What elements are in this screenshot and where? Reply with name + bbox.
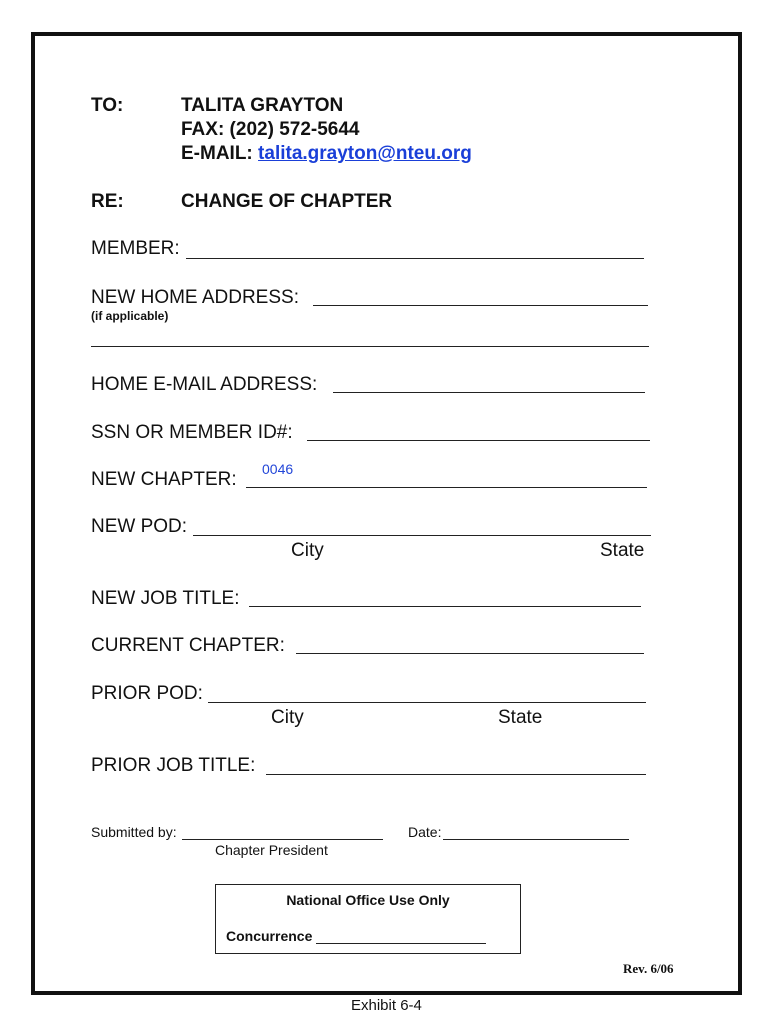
fax-number: FAX: (202) 572-5644 <box>181 119 360 140</box>
exhibit-label: Exhibit 6-4 <box>351 997 422 1014</box>
ssn-field[interactable] <box>307 440 650 441</box>
new-pod-field[interactable] <box>193 535 651 536</box>
submitted-by-label: Submitted by: <box>91 824 177 840</box>
prior-pod-city-caption: City <box>271 707 304 728</box>
member-field[interactable] <box>186 258 644 259</box>
new-pod-state-caption: State <box>600 540 645 561</box>
new-job-title-field[interactable] <box>249 606 641 607</box>
prior-pod-label: PRIOR POD: <box>91 683 203 704</box>
date-label: Date: <box>408 824 442 840</box>
concurrence-field[interactable] <box>316 943 486 944</box>
chapter-president-caption: Chapter President <box>215 842 328 858</box>
email-label: E-MAIL: <box>181 143 253 164</box>
prior-job-title-label: PRIOR JOB TITLE: <box>91 755 256 776</box>
date-field[interactable] <box>443 839 629 840</box>
revision-note: Rev. 6/06 <box>623 961 674 976</box>
home-email-field[interactable] <box>333 392 645 393</box>
new-home-address-line2[interactable] <box>91 346 649 347</box>
email-link[interactable]: talita.grayton@nteu.org <box>258 143 472 164</box>
national-office-box <box>215 884 521 954</box>
email-line <box>181 143 472 165</box>
re-subject: CHANGE OF CHAPTER <box>181 191 393 212</box>
prior-job-title-field[interactable] <box>266 774 646 775</box>
prior-pod-state-caption: State <box>498 707 543 728</box>
new-pod-label: NEW POD: <box>91 516 188 537</box>
prior-pod-field[interactable] <box>208 702 646 703</box>
member-label: MEMBER: <box>91 238 180 259</box>
current-chapter-field[interactable] <box>296 653 644 654</box>
new-home-address-label: NEW HOME ADDRESS: <box>91 287 299 308</box>
current-chapter-label: CURRENT CHAPTER: <box>91 635 285 656</box>
recipient-name: TALITA GRAYTON <box>181 95 344 116</box>
new-home-address-field[interactable] <box>313 305 648 306</box>
to-label: TO: <box>91 95 124 116</box>
new-pod-city-caption: City <box>291 540 324 561</box>
form-border <box>31 32 742 995</box>
if-applicable-note: (if applicable) <box>91 309 169 323</box>
home-email-label: HOME E-MAIL ADDRESS: <box>91 374 318 395</box>
new-job-title-label: NEW JOB TITLE: <box>91 588 240 609</box>
new-chapter-value: 0046 <box>262 461 294 477</box>
concurrence-label: Concurrence <box>226 928 313 944</box>
ssn-label: SSN OR MEMBER ID#: <box>91 422 293 443</box>
submitted-by-field[interactable] <box>182 839 383 840</box>
national-office-heading: National Office Use Only <box>286 892 450 908</box>
new-chapter-label: NEW CHAPTER: <box>91 469 237 490</box>
re-label: RE: <box>91 191 124 212</box>
new-chapter-field[interactable] <box>246 487 647 488</box>
